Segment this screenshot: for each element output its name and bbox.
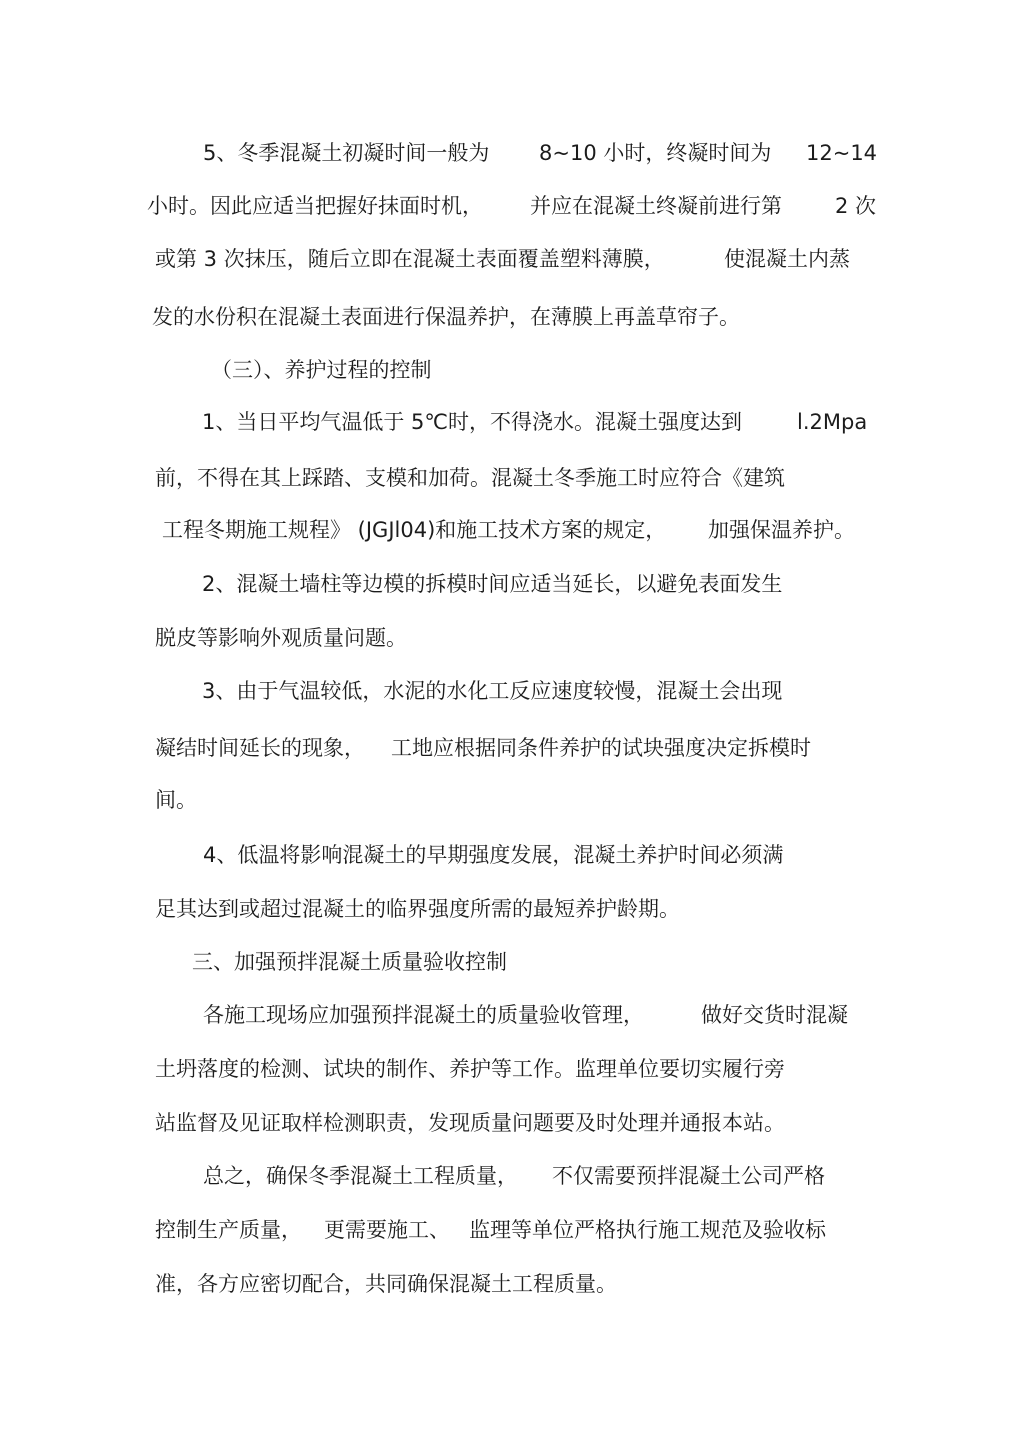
text-segment: 1、当日平均气温低于 5℃时，不得浇水。混凝土强度达到	[202, 410, 742, 434]
text-segment: 工地应根据同条件养护的试块强度决定拆模时	[391, 736, 811, 760]
text-segment: 并应在混凝土终凝前进行第	[530, 194, 782, 218]
text-segment: 准，各方应密切配合，共同确保混凝土工程质量。	[155, 1272, 617, 1296]
text-segment: 监理等单位严格执行施工规范及验收标	[469, 1218, 826, 1242]
text-segment: 小时。因此应适当把握好抹面时机，	[147, 194, 483, 218]
text-segment: 间。	[155, 788, 197, 812]
text-segment: 前，不得在其上踩踏、支模和加荷。混凝土冬季施工时应符合《建筑	[155, 466, 785, 490]
text-segment: 土坍落度的检测、试块的制作、养护等工作。监理单位要切实履行旁	[155, 1057, 785, 1081]
text-segment: 12~14	[806, 141, 878, 165]
text-segment: 凝结时间延长的现象，	[155, 736, 365, 760]
text-segment: （三）、养护过程的控制	[211, 358, 432, 382]
text-segment: 足其达到或超过混凝土的临界强度所需的最短养护龄期。	[155, 897, 680, 921]
text-segment: 更需要施工、	[324, 1218, 450, 1242]
text-segment: 三、加强预拌混凝土质量验收控制	[192, 950, 507, 974]
text-segment: 2、混凝土墙柱等边模的拆模时间应适当延长，以避免表面发生	[202, 572, 783, 596]
text-segment: 总之，确保冬季混凝土工程质量，	[203, 1164, 518, 1188]
text-segment: 脱皮等影响外观质量问题。	[155, 626, 407, 650]
text-segment: 2 次	[835, 194, 877, 218]
text-segment: 5、冬季混凝土初凝时间一般为	[203, 141, 490, 165]
text-segment: 使混凝土内蒸	[724, 247, 850, 271]
text-segment: 4、低温将影响混凝土的早期强度发展，混凝土养护时间必须满	[203, 843, 784, 867]
text-segment: 发的水份积在混凝土表面进行保温养护，在薄膜上再盖草帘子。	[152, 305, 740, 329]
text-segment: 加强保温养护。	[708, 518, 855, 542]
text-segment: 各施工现场应加强预拌混凝土的质量验收管理，	[203, 1003, 644, 1027]
text-segment: 8~10 小时，终凝时间为	[539, 141, 772, 165]
text-segment: 控制生产质量，	[155, 1218, 302, 1242]
text-segment: l.2Mpa	[797, 410, 868, 434]
text-segment: 不仅需要预拌混凝土公司严格	[552, 1164, 825, 1188]
text-segment: 或第 3 次抹压，随后立即在混凝土表面覆盖塑料薄膜，	[155, 247, 665, 271]
text-segment: 工程冬期施工规程》 (JGJl04)和施工技术方案的规定，	[162, 518, 667, 542]
text-segment: 做好交货时混凝	[701, 1003, 848, 1027]
text-segment: 3、由于气温较低，水泥的水化工反应速度较慢，混凝土会出现	[202, 679, 783, 703]
text-segment: 站监督及见证取样检测职责，发现质量问题要及时处理并通报本站。	[155, 1111, 785, 1135]
